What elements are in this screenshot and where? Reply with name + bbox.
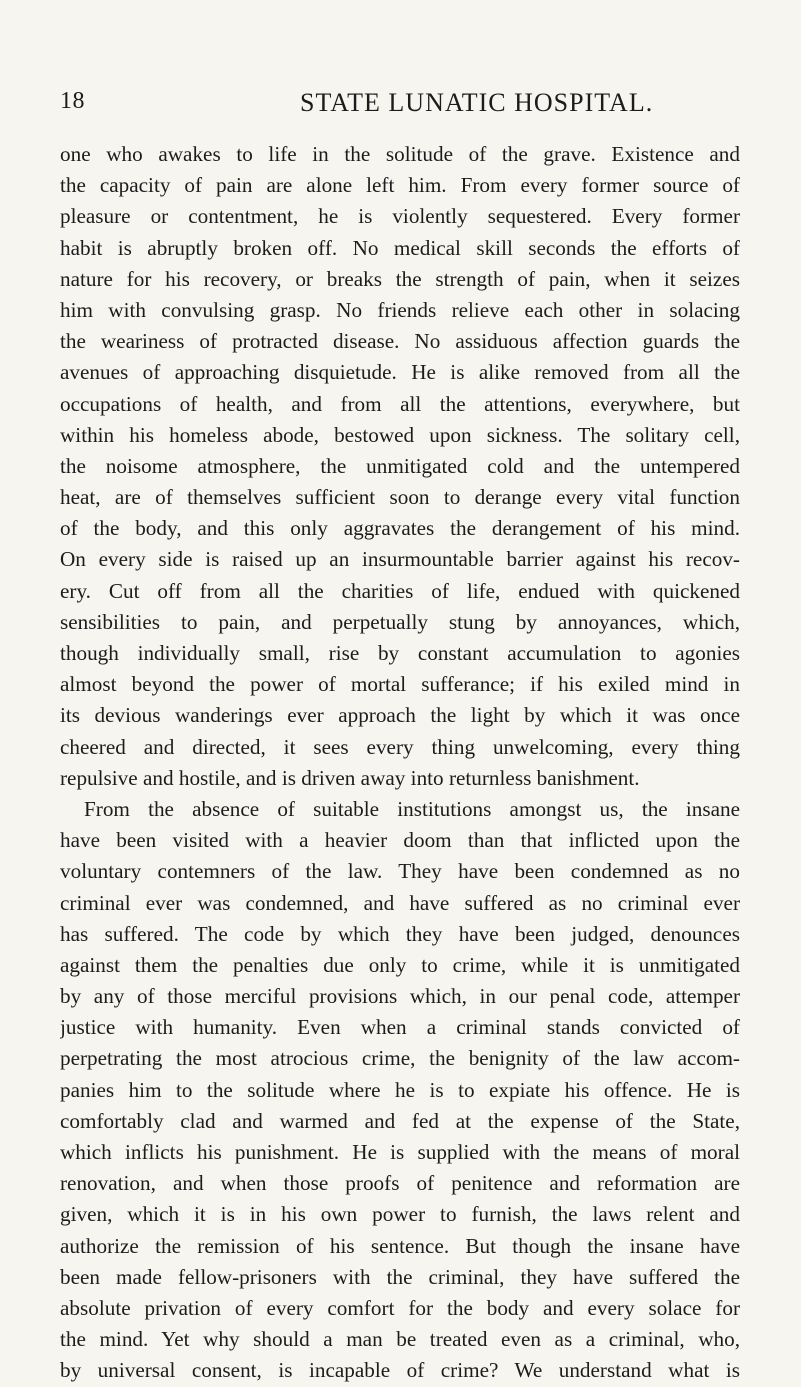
running-title: STATE LUNATIC HOSPITAL.: [300, 88, 654, 117]
text-line: has suffered. The code by which they have been judged, denounces: [60, 921, 740, 946]
text-line: have been visited with a heavier doom than that inflicted upon the: [60, 828, 740, 853]
text-line: avenues of approaching disquietude. He is alike removed from all the: [60, 360, 740, 385]
text-line: given, which it is in his own power to furnish, the laws relent and: [60, 1202, 740, 1227]
text-line: comfortably clad and warmed and fed at the expense of the State,: [60, 1108, 740, 1133]
text-line: against them the penalties due only to crime, while it is unmitigated: [60, 952, 740, 977]
text-line: occupations of health, and from all the attentions, everywhere, but: [60, 391, 740, 416]
text-line: the mind. Yet why should a man be treated even as a criminal, who,: [60, 1327, 740, 1352]
text-line: one who awakes to life in the solitude of the grave. Existence and: [60, 142, 740, 166]
text-line: the weariness of protracted disease. No assiduous affection guards the: [60, 329, 740, 354]
text-line: renovation, and when those proofs of penitence and reformation are: [60, 1171, 740, 1196]
text-line: by any of those merciful provisions which, in our penal code, attemper: [60, 984, 740, 1009]
text-line: of the body, and this only aggravates the derangement of his mind.: [60, 516, 740, 541]
page-number: 18: [60, 88, 85, 114]
text-line: the capacity of pain are alone left him. From every former source of: [60, 173, 740, 198]
text-line: From the absence of suitable institutions amongst us, the insane: [84, 796, 740, 821]
text-line: heat, are of themselves sufficient soon to derange every vital function: [60, 485, 740, 510]
text-line: perpetrating the most atrocious crime, the benignity of the law accom-: [60, 1046, 740, 1071]
text-line: justice with humanity. Even when a criminal stands convicted of: [60, 1015, 740, 1040]
text-line: repulsive and hostile, and is driven away into returnless banishment.: [60, 765, 640, 790]
text-line: ery. Cut off from all the charities of life, endued with quickened: [60, 578, 740, 603]
text-line: though individually small, rise by constant accumulation to agonies: [60, 641, 740, 665]
text-line: cheered and directed, it sees every thing unwelcoming, every thing: [60, 734, 740, 759]
text-line: voluntary contemners of the law. They have been condemned as no: [60, 859, 740, 884]
text-line: by universal consent, is incapable of crime? We understand what is: [60, 1358, 740, 1383]
text-line: nature for his recovery, or breaks the strength of pain, when it seizes: [60, 266, 740, 291]
text-line: criminal ever was condemned, and have suffered as no criminal ever: [60, 890, 740, 915]
text-line: authorize the remission of his sentence. But though the insane have: [60, 1233, 740, 1258]
text-line: which inflicts his punishment. He is supplied with the means of moral: [60, 1140, 740, 1164]
text-line: its devious wanderings ever approach the light by which it was once: [60, 703, 740, 728]
text-line: the noisome atmosphere, the unmitigated cold and the untempered: [60, 453, 740, 478]
text-line: pleasure or contentment, he is violently sequestered. Every former: [60, 204, 740, 229]
text-line: habit is abruptly broken off. No medical skill seconds the efforts of: [60, 235, 740, 260]
body-text: [60, 139, 740, 1387]
page-header: [60, 88, 740, 124]
text-line: almost beyond the power of mortal sufferance; if his exiled mind in: [60, 672, 740, 697]
text-line: within his homeless abode, bestowed upon sickness. The solitary cell,: [60, 422, 740, 447]
text-line: sensibilities to pain, and perpetually stung by annoyances, which,: [60, 609, 740, 634]
text-line: been made fellow-prisoners with the criminal, they have suffered the: [60, 1264, 740, 1289]
text-line: panies him to the solitude where he is to expiate his offence. He is: [60, 1077, 740, 1102]
text-line: him with convulsing grasp. No friends relieve each other in solacing: [60, 297, 740, 322]
text-line: absolute privation of every comfort for the body and every solace for: [60, 1295, 740, 1320]
text-line: On every side is raised up an insurmountable barrier against his recov-: [60, 547, 740, 572]
